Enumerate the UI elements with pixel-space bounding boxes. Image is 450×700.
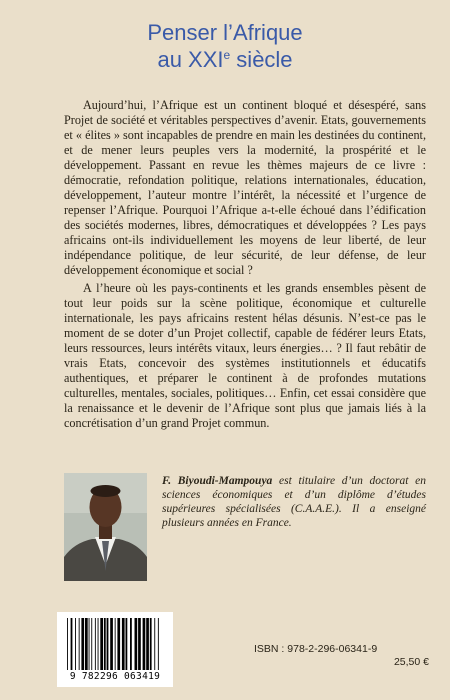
title-superscript: e	[223, 48, 231, 62]
book-title	[0, 19, 450, 73]
title-line-2-end: siècle	[230, 47, 293, 72]
isbn: ISBN : 978-2-296-06341-9	[254, 643, 378, 655]
paragraph-2: A l’heure où les pays-continents et les grands ensembles pèsent de tout leur poids sur la scène politique, économique et culturelle internationale, les pays africains restent hélas désunis. N’est-ce pas le moment de se doter d’un Projet collectif, capable de fédérer leurs Etats, leurs ressources, leurs intérêts vitaux, leurs énergies… ? Il faut rebâtir de vrais Etats, concevoir des systèmes institutionnels et éducatifs authentiques, et préparer le continent à de profondes mutations culturelles, mentales, sociales, politiques… Enfin, cet essai considère que la renaissance et le devenir de l’Afrique sont plus que jamais liés à la concrétisation d’un grand Projet commun.	[64, 281, 426, 430]
author-name: F. Biyoudi-Mampouya	[162, 475, 273, 487]
price: 25,50 €	[393, 656, 429, 668]
back-cover-text	[64, 98, 426, 434]
title-line-2-main: au XXI	[157, 47, 224, 72]
author-bio	[162, 474, 426, 530]
paragraph-1: Aujourd’hui, l’Afrique est un continent bloqué et désespéré, sans Projet de société et véritables perspectives d’avenir. Etats, gouvernements et « élites » sont incapables de prendre en main les destinées du continent, et de mener leurs peuples vers la modernité, la prospérité et le développement. Passant en revue les thèmes majeurs de ce livre : démocratie, refondation politique, relations internationales, éducation, développement, l’auteur montre l’intérêt, la nécessité et l’urgence de repenser l’Afrique. Pourquoi l’Afrique a-t-elle échoué dans l’édification des sociétés modernes, libres, démocratiques et développées ? Les pays africains ont-ils individuellement les moyens de leur liberté, de leur indépendance politique, de leur sécurité, de leur défense, de leur développement économique et social ?	[64, 98, 426, 277]
title-line-2	[0, 46, 450, 73]
barcode	[57, 612, 173, 687]
barcode-digits: 9 782296 063419	[69, 671, 161, 682]
author-bio-text: est titulaire d’un doctorat en sciences économiques et d’un diplôme d’études supérieures spécialisées (C.A.A.E.). Il a enseigné plusieurs années en France.	[162, 475, 427, 529]
title-line-1: Penser l’Afrique	[147, 20, 303, 45]
author-photo	[64, 473, 147, 581]
